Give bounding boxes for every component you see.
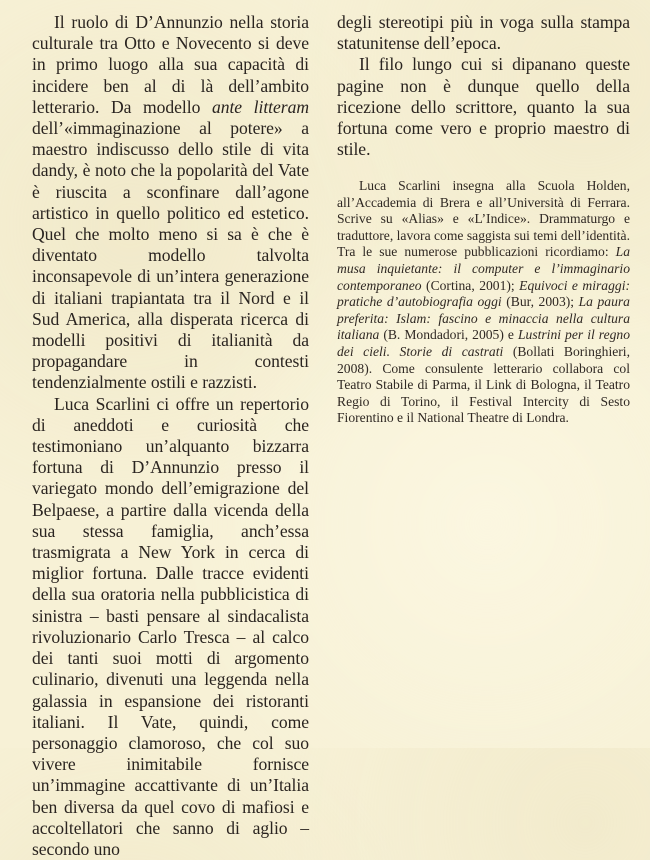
bio-text: Luca Scarlini insegna alla Scuola Holden, all’Accademia di Brera e all’Università di Ferrara. Scrive su «Alias» e «L’Indice». Drammaturgo e traduttore, lavora come saggista sui temi dell’identità. Tra le sue numerose pubblicazioni ricordiamo: <box>337 178 630 260</box>
bio-book-title: La musa inquietante: il computer e l’immaginario contemporaneo <box>337 244 630 293</box>
right-column <box>337 12 630 160</box>
author-bio <box>337 178 630 427</box>
intro-text-part: Il ruolo di D’Annunzio nella storia culturale tra Otto e Novecento si deve in primo luogo alla sua capacità di incidere ben al di là dell’ambito letterario. Da modello <box>32 12 309 117</box>
intro-paragraph <box>32 12 309 394</box>
anecdotes-paragraph: Luca Scarlini ci offre un repertorio di aneddoti e curiosità che testimoniano un’alquanto bizzarra fortuna di D’Annunzio presso il variegato mondo dell’emigrazione del Belpaese, a partire dalla vicenda della sua stessa famiglia, anch’essa trasmigrata a New York in cerca di miglior fortuna. Dalle tracce evidenti della sua oratoria nella pubblicistica di sinistra – basti pensare al sindacalista rivoluzionario Carlo Tresca – al calco dei tanti suoi motti di argomento culinario, divenuti una leggenda nella galassia in espansione dei ristoranti italiani. Il Vate, quindi, come personaggio clamoroso, che col suo vivere inimitabile fornisce un’immagine accattivante di un’Italia ben diversa da quel covo di mafiosi e accoltellatori che sanno di aglio – secondo uno <box>32 393 309 859</box>
intro-italic-phrase: ante litteram <box>211 96 309 117</box>
bio-book-title: La paura preferita: Islam: fascino e minaccia nella cultura italiana <box>337 294 630 343</box>
bio-text: (Bur, 2003); <box>501 294 579 310</box>
bio-text: (Bollati Boringhieri, 2008). Come consulente letterario collabora col Teatro Stabile di Parma, il Link di Bologna, il Teatro Regio di Torino, il Festival Intercity di Sesto Fiorentino e il National Theatre di Londra. <box>337 343 630 426</box>
intro-text-part: dell’«immaginazione al potere» a maestro indiscusso dello stile di vita dandy, è noto che la popolarità del Vate è riuscita a sconfinare dall’agone artistico in quello politico ed estetico. Quel che molto meno si sa è che è diventato modello talvolta inconsapevole di un’intera generazione di italiani trapiantata tra il Nord e il Sud America, alla disperata ricerca di modelli positivi di italianità da propagandare in contesti tendenzialmente ostili e razzisti. <box>32 118 309 393</box>
left-column <box>32 12 309 860</box>
bio-text: (Cortina, 2001); <box>421 277 520 293</box>
bio-book-title: Equivoci e miraggi: pratiche d’autobiografia oggi <box>337 277 630 310</box>
thread-paragraph: Il filo lungo cui si dipanano queste pagine non è dunque quello della ricezione dello scrittore, quanto la sua fortuna come vero e proprio maestro di stile. <box>337 54 630 160</box>
bio-text: (B. Mondadori, 2005) e <box>379 327 518 343</box>
bio-book-title: Lustrini per il regno dei cieli. Storie di castrati <box>337 327 630 359</box>
continued-paragraph: degli stereotipi più in voga sulla stampa statunitense dell’epoca. <box>337 12 630 54</box>
